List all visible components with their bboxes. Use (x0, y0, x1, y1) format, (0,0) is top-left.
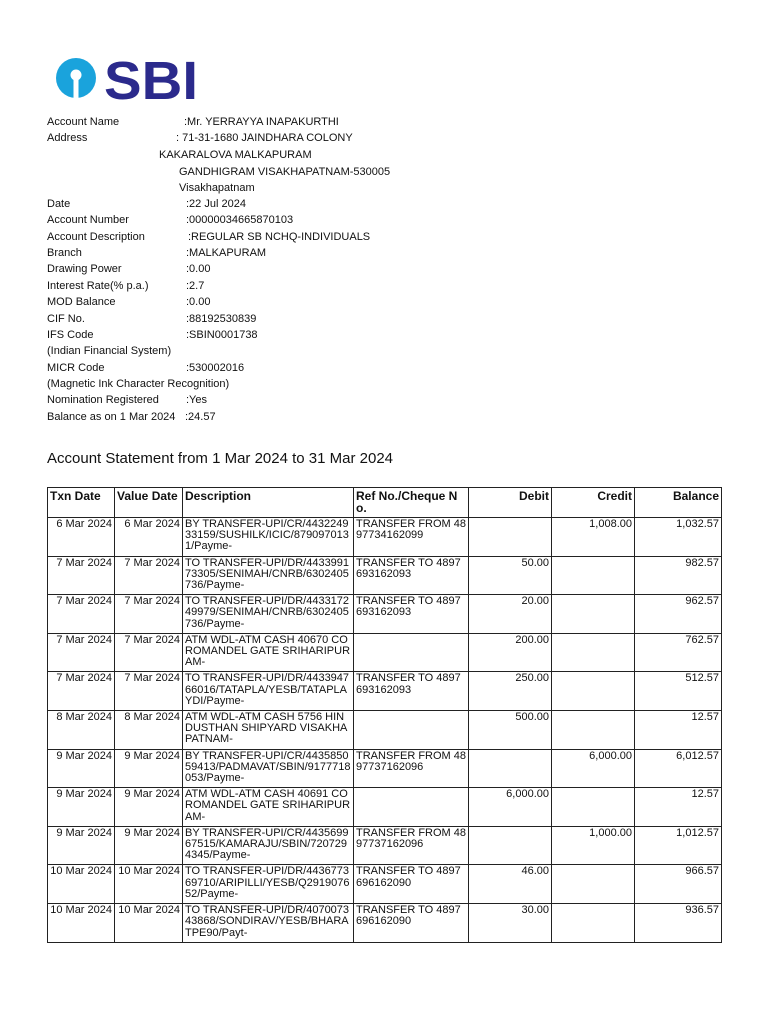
cell-credit (552, 633, 635, 672)
cell-balance: 966.57 (635, 865, 722, 904)
info-cif-no (47, 311, 547, 327)
cell-debit: 200.00 (469, 633, 552, 672)
cell-credit (552, 904, 635, 943)
info-account-name (47, 114, 547, 130)
cell-value-date: 7 Mar 2024 (115, 556, 183, 595)
info-label: Balance as on 1 Mar 2024 (47, 410, 176, 423)
cell-txn-date: 9 Mar 2024 (48, 749, 115, 788)
info-value: :00000034665870103 (186, 214, 294, 227)
cell-ref (354, 633, 469, 672)
cell-balance: 1,032.57 (635, 518, 722, 557)
info-value: :22 Jul 2024 (186, 197, 246, 210)
table-row (48, 788, 722, 827)
info-label: CIF No. (47, 312, 85, 325)
cell-ref: TRANSFER TO 4897693162093 (354, 556, 469, 595)
table-row (48, 904, 722, 943)
cell-ref: TRANSFER TO 4897696162090 (354, 865, 469, 904)
info-value: :0.00 (186, 296, 211, 309)
cell-credit (552, 672, 635, 711)
info-label: Branch (47, 246, 82, 259)
cell-debit (469, 826, 552, 865)
cell-credit: 6,000.00 (552, 749, 635, 788)
cell-credit (552, 865, 635, 904)
cell-description: ATM WDL-ATM CASH 5756 HINDUSTHAN SHIPYARD VISAKHAPATNAM- (183, 711, 354, 750)
account-info (47, 114, 547, 425)
table-header-row (48, 488, 722, 518)
cell-value-date: 7 Mar 2024 (115, 595, 183, 634)
info-label: (Indian Financial System) (47, 345, 172, 358)
cell-value-date: 7 Mar 2024 (115, 672, 183, 711)
cell-value-date: 10 Mar 2024 (115, 865, 183, 904)
cell-debit: 30.00 (469, 904, 552, 943)
cell-description: BY TRANSFER-UPI/CR/443585059413/PADMAVAT/SBIN/9177718053/Payme- (183, 749, 354, 788)
info-label: Interest Rate(% p.a.) (47, 279, 149, 292)
cell-description: TO TRANSFER-UPI/DR/443394766016/TATAPLA/YESB/TATAPLAYDI/Payme- (183, 672, 354, 711)
cell-credit (552, 711, 635, 750)
statement-title: Account Statement from 1 Mar 2024 to 31 Mar 2024 (47, 450, 394, 467)
header-value-date: Value Date (115, 488, 183, 518)
cell-value-date: 9 Mar 2024 (115, 788, 183, 827)
cell-ref: TRANSFER TO 4897696162090 (354, 904, 469, 943)
cell-debit: 20.00 (469, 595, 552, 634)
cell-txn-date: 8 Mar 2024 (48, 711, 115, 750)
table-row (48, 595, 722, 634)
cell-value-date: 8 Mar 2024 (115, 711, 183, 750)
cell-description: BY TRANSFER-UPI/CR/443224933159/SUSHILK/ICIC/8790970131/Payme- (183, 518, 354, 557)
cell-debit: 50.00 (469, 556, 552, 595)
cell-value-date: 10 Mar 2024 (115, 904, 183, 943)
cell-balance: 512.57 (635, 672, 722, 711)
cell-ref: TRANSFER TO 4897693162093 (354, 672, 469, 711)
info-mod-balance (47, 294, 547, 310)
cell-balance: 12.57 (635, 711, 722, 750)
cell-value-date: 6 Mar 2024 (115, 518, 183, 557)
transactions-body (48, 518, 722, 943)
cell-debit: 46.00 (469, 865, 552, 904)
cell-ref: TRANSFER FROM 4897734162099 (354, 518, 469, 557)
info-ifs-note (47, 343, 547, 359)
info-date (47, 196, 547, 212)
table-row (48, 749, 722, 788)
info-micr-note (47, 376, 547, 392)
cell-description: TO TRANSFER-UPI/DR/443399173305/SENIMAH/CNRB/6302405736/Payme- (183, 556, 354, 595)
cell-txn-date: 9 Mar 2024 (48, 826, 115, 865)
table-row (48, 633, 722, 672)
cell-balance: 1,012.57 (635, 826, 722, 865)
info-nomination (47, 392, 547, 408)
cell-description: TO TRANSFER-UPI/DR/407007343868/SONDIRAV/YESB/BHARATPE90/Payt- (183, 904, 354, 943)
cell-description: ATM WDL-ATM CASH 40670 COROMANDEL GATE SRIHARIPURAM- (183, 633, 354, 672)
info-value: :24.57 (185, 410, 216, 423)
header-debit: Debit (469, 488, 552, 518)
info-label: MICR Code (47, 361, 105, 374)
cell-txn-date: 7 Mar 2024 (48, 556, 115, 595)
cell-balance: 6,012.57 (635, 749, 722, 788)
info-micr-code (47, 360, 547, 376)
info-label: Address (47, 132, 88, 145)
cell-txn-date: 9 Mar 2024 (48, 788, 115, 827)
info-label: Account Description (47, 230, 145, 243)
address-line: KAKARALOVA MALKAPURAM (159, 148, 312, 161)
info-value: : 71-31-1680 JAINDHARA COLONY (176, 132, 353, 145)
header-txn-date: Txn Date (48, 488, 115, 518)
cell-value-date: 7 Mar 2024 (115, 633, 183, 672)
info-account-description (47, 229, 547, 245)
info-label: MOD Balance (47, 296, 116, 309)
cell-txn-date: 7 Mar 2024 (48, 633, 115, 672)
cell-value-date: 9 Mar 2024 (115, 826, 183, 865)
info-account-number (47, 212, 547, 228)
info-label: Account Name (47, 116, 120, 128)
cell-balance: 762.57 (635, 633, 722, 672)
cell-description: ATM WDL-ATM CASH 40691 COROMANDEL GATE SRIHARIPURAM- (183, 788, 354, 827)
sbi-logo (54, 52, 204, 104)
cell-debit: 500.00 (469, 711, 552, 750)
info-value: :Yes (186, 394, 208, 407)
info-value: :SBIN0001738 (186, 328, 258, 341)
header-description: Description (183, 488, 354, 518)
info-value: :530002016 (186, 361, 245, 374)
table-row (48, 826, 722, 865)
cell-balance: 12.57 (635, 788, 722, 827)
cell-balance: 962.57 (635, 595, 722, 634)
cell-debit: 250.00 (469, 672, 552, 711)
table-row (48, 711, 722, 750)
cell-balance: 982.57 (635, 556, 722, 595)
cell-credit (552, 788, 635, 827)
cell-ref: TRANSFER FROM 4897737162096 (354, 749, 469, 788)
info-address (47, 130, 547, 146)
cell-debit: 6,000.00 (469, 788, 552, 827)
cell-ref (354, 788, 469, 827)
transactions-table (47, 487, 722, 943)
table-row (48, 672, 722, 711)
cell-txn-date: 10 Mar 2024 (48, 904, 115, 943)
cell-ref: TRANSFER TO 4897693162093 (354, 595, 469, 634)
info-ifs-code (47, 327, 547, 343)
cell-txn-date: 7 Mar 2024 (48, 595, 115, 634)
address-line: GANDHIGRAM VISAKHAPATNAM-530005 (179, 165, 391, 178)
info-value: :2.7 (186, 279, 205, 292)
cell-value-date: 9 Mar 2024 (115, 749, 183, 788)
info-opening-balance (47, 409, 547, 425)
info-label: Date (47, 197, 71, 210)
header-balance: Balance (635, 488, 722, 518)
info-value: :MALKAPURAM (186, 246, 267, 259)
cell-debit (469, 518, 552, 557)
logo-text: SBI (104, 52, 198, 104)
cell-txn-date: 10 Mar 2024 (48, 865, 115, 904)
table-row (48, 518, 722, 557)
info-interest-rate (47, 278, 547, 294)
cell-txn-date: 6 Mar 2024 (48, 518, 115, 557)
info-value: :0.00 (186, 263, 211, 276)
cell-balance: 936.57 (635, 904, 722, 943)
cell-ref (354, 711, 469, 750)
cell-credit (552, 595, 635, 634)
info-label: Drawing Power (47, 263, 122, 276)
cell-credit: 1,008.00 (552, 518, 635, 557)
info-label: Account Number (47, 214, 129, 227)
address-continuation (47, 147, 547, 196)
cell-debit (469, 749, 552, 788)
info-branch (47, 245, 547, 261)
header-credit: Credit (552, 488, 635, 518)
table-row (48, 865, 722, 904)
header-ref: Ref No./Cheque No. (354, 488, 469, 518)
info-value: :REGULAR SB NCHQ-INDIVIDUALS (188, 230, 371, 243)
info-drawing-power (47, 261, 547, 277)
cell-credit: 1,000.00 (552, 826, 635, 865)
info-value: :88192530839 (186, 312, 257, 325)
cell-txn-date: 7 Mar 2024 (48, 672, 115, 711)
info-label: Nomination Registered (47, 394, 159, 407)
info-label: IFS Code (47, 328, 94, 341)
cell-description: TO TRANSFER-UPI/DR/443677369710/ARIPILLI/YESB/Q291907652/Payme- (183, 865, 354, 904)
cell-ref: TRANSFER FROM 4897737162096 (354, 826, 469, 865)
cell-description: BY TRANSFER-UPI/CR/443569967515/KAMARAJU/SBIN/7207294345/Payme- (183, 826, 354, 865)
cell-description: TO TRANSFER-UPI/DR/443317249979/SENIMAH/CNRB/6302405736/Payme- (183, 595, 354, 634)
info-label: (Magnetic Ink Character Recognition) (47, 378, 230, 391)
info-value: :Mr. YERRAYYA INAPAKURTHI (184, 116, 339, 128)
cell-credit (552, 556, 635, 595)
address-line: Visakhapatnam (179, 181, 255, 194)
table-row (48, 556, 722, 595)
